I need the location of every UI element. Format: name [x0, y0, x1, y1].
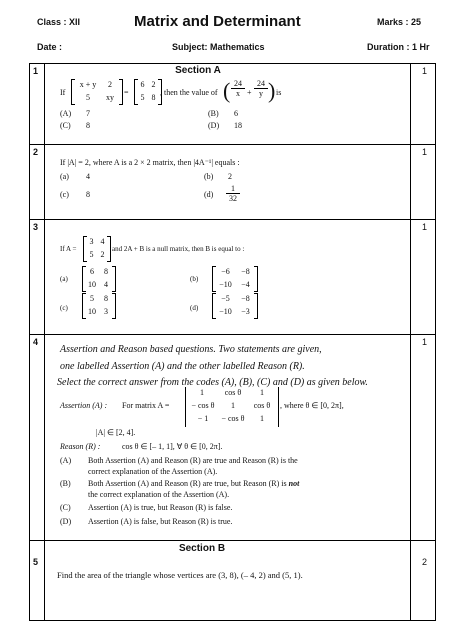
q4-determinant: [185, 387, 279, 427]
q4-assertion-label: Assertion (A) :: [60, 401, 108, 410]
page-title: Matrix and Determinant: [134, 13, 301, 30]
question-number: 3: [33, 222, 39, 232]
class-label: Class : XII: [37, 17, 81, 27]
fraction-denominator: y: [259, 89, 263, 98]
matrix-cell: −6: [221, 267, 230, 276]
q3-option-d-matrix: [212, 293, 258, 319]
duration-label: Duration : 1 Hr: [367, 42, 430, 52]
matrix-cell: xy: [106, 93, 114, 102]
det-cell: − 1: [197, 414, 209, 423]
fraction-numerator: 1: [226, 184, 240, 194]
section-b-heading: Section B: [178, 543, 226, 554]
option-label: (d): [204, 190, 214, 199]
matrix-cell: 5: [90, 294, 94, 303]
matrix-cell: 6: [90, 267, 94, 276]
question-marks: 1: [422, 147, 428, 157]
option-value: 8: [86, 121, 90, 130]
q1-then-text: , then the value of: [160, 88, 218, 97]
matrix-cell: 8: [104, 294, 108, 303]
q4-instruction-line-1: Assertion and Reason based questions. Two statements are given,: [60, 344, 322, 355]
option-label: (C): [60, 121, 71, 130]
det-cell: 1: [231, 401, 235, 410]
option-value: 6: [234, 109, 238, 118]
det-cell: 1: [260, 388, 264, 397]
row-divider: [30, 219, 435, 220]
q1-fraction-1: [231, 79, 245, 98]
question-marks: 2: [422, 557, 428, 567]
fraction-denominator: 32: [229, 194, 237, 203]
option-label: (a): [60, 172, 69, 181]
det-cell: − cos θ: [191, 401, 215, 410]
matrix-cell: 2: [151, 80, 156, 89]
option-text: [88, 479, 299, 488]
matrix-cell: −5: [221, 294, 230, 303]
q1-is: is: [276, 88, 282, 97]
question-number: 2: [33, 147, 39, 157]
option-label: (B): [208, 109, 219, 118]
option-label: (D): [60, 517, 72, 526]
q3-matrix-a: [83, 236, 111, 262]
subject-label: Subject: Mathematics: [172, 42, 265, 52]
q3-question-text: and 2A + B is a null matrix, then B is equal to :: [112, 245, 245, 253]
option-text: Assertion (A) is true, but Reason (R) is false.: [88, 503, 233, 512]
matrix-cell: 5: [89, 250, 94, 259]
matrix-cell: 2: [100, 250, 105, 259]
q4-range-text: |A| ∈ [2, 4].: [96, 428, 136, 437]
matrix-cell: −4: [241, 280, 250, 289]
q4-where-text: , where θ ∈ [0, 2π],: [280, 401, 344, 410]
fraction-numerator: 24: [231, 79, 245, 89]
close-paren: ): [268, 78, 276, 103]
matrix-cell: 5: [86, 93, 90, 102]
q2-question-text: If |A| = 2, where A is a 2 × 2 matrix, then |4A⁻¹| equals :: [60, 158, 240, 167]
option-text: Assertion (A) is false, but Reason (R) is true.: [88, 517, 233, 526]
option-label: (c): [60, 190, 69, 199]
q1-matrix-right: [134, 79, 162, 105]
matrix-cell: −10: [219, 307, 232, 316]
matrix-cell: 8: [151, 93, 156, 102]
option-value: 4: [86, 172, 90, 181]
q4-reason-label: Reason (R) :: [60, 442, 101, 451]
q4-instruction-line-3: Select the correct answer from the codes (A), (B), (C) and (D) as given below.: [57, 377, 368, 388]
q3-option-c-matrix: [82, 293, 116, 319]
option-label: (b): [190, 275, 199, 283]
matrix-cell: 2: [108, 80, 112, 89]
matrix-cell: −8: [241, 267, 250, 276]
q4-reason-text: cos θ ∈ [– 1, 1], ∀ θ ∈ [0, 2π].: [122, 442, 223, 451]
row-divider: [30, 540, 435, 541]
q4-instruction-line-2: one labelled Assertion (A) and the other labelled Reason (R).: [60, 361, 305, 372]
option-label: (d): [190, 304, 199, 312]
det-cell: cos θ: [224, 388, 242, 397]
option-value: 7: [86, 109, 90, 118]
column-divider: [44, 64, 45, 620]
matrix-cell: 3: [89, 237, 94, 246]
q3-option-a-matrix: [82, 266, 116, 292]
matrix-cell: 6: [140, 80, 145, 89]
q1-fraction-2: [254, 79, 268, 98]
option-label: (A): [60, 109, 72, 118]
q1-plus: +: [247, 88, 252, 97]
marks-label: Marks : 25: [377, 17, 422, 27]
matrix-cell: 10: [88, 280, 96, 289]
emphasis-not: not: [288, 479, 300, 488]
date-label: Date :: [37, 42, 63, 52]
matrix-cell: −3: [241, 307, 250, 316]
row-divider: [30, 144, 435, 145]
option-label: (c): [60, 304, 68, 312]
det-cell: 1: [200, 388, 204, 397]
matrix-cell: 5: [140, 93, 145, 102]
option-text: the correct explanation of the Assertion (A).: [88, 490, 230, 499]
matrix-cell: −8: [241, 294, 250, 303]
q1-equals: =: [124, 88, 129, 97]
matrix-cell: 3: [104, 307, 108, 316]
fraction-numerator: 24: [254, 79, 268, 89]
matrix-cell: 10: [88, 307, 96, 316]
question-marks: 1: [422, 66, 428, 76]
question-marks: 1: [422, 337, 428, 347]
question-number: 5: [33, 557, 39, 567]
q1-matrix-left: [71, 79, 123, 105]
q3-if: If A =: [60, 245, 77, 253]
option-label: (b): [204, 172, 214, 181]
option-label: (C): [60, 503, 71, 512]
matrix-cell: 8: [104, 267, 108, 276]
row-divider: [30, 334, 435, 335]
option-text: correct explanation of the Assertion (A).: [88, 467, 218, 476]
det-cell: cos θ: [253, 401, 271, 410]
option-label: (A): [60, 456, 72, 465]
option-label: (D): [208, 121, 220, 130]
question-number: 1: [33, 66, 39, 76]
option-value: 8: [86, 190, 90, 199]
matrix-cell: x + y: [79, 80, 97, 89]
fraction-denominator: x: [236, 89, 240, 98]
option-text: Both Assertion (A) and Reason (R) are true and Reason (R) is the: [88, 456, 298, 465]
open-paren: (: [223, 78, 231, 103]
q5-question-text: Find the area of the triangle whose vertices are (3, 8), (– 4, 2) and (5, 1).: [57, 570, 303, 580]
matrix-cell: 4: [100, 237, 105, 246]
section-a-heading: Section A: [175, 65, 221, 76]
question-number: 4: [33, 337, 39, 347]
question-table: [29, 63, 436, 621]
det-cell: − cos θ: [221, 414, 245, 423]
det-cell: 1: [260, 414, 264, 423]
q1-if: If: [60, 88, 66, 97]
option-label: (a): [60, 275, 68, 283]
option-text-part: Both Assertion (A) and Reason (R) are true, but Reason (R) is: [88, 479, 289, 488]
question-marks: 1: [422, 222, 428, 232]
matrix-cell: 4: [104, 280, 108, 289]
q2-option-d-fraction: [226, 184, 240, 203]
q3-option-b-matrix: [212, 266, 258, 292]
column-divider: [410, 64, 411, 620]
q4-assertion-text: For matrix A =: [122, 401, 170, 410]
option-value: 18: [234, 121, 242, 130]
option-label: (B): [60, 479, 71, 488]
matrix-cell: −10: [219, 280, 232, 289]
option-value: 2: [228, 172, 232, 181]
